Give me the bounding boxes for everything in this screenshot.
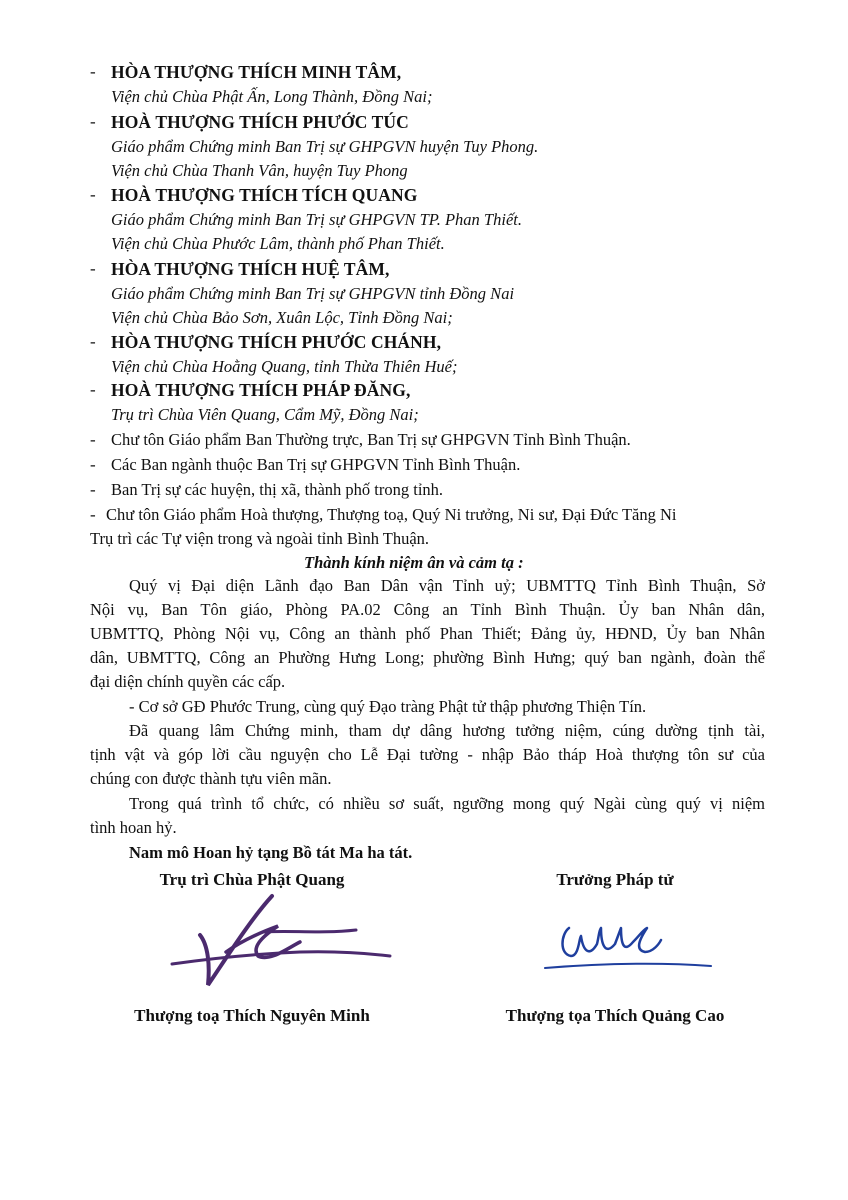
- list-dash: -: [90, 380, 96, 399]
- monk-name: HOÀ THƯỢNG THÍCH PHƯỚC TÚC: [111, 112, 409, 132]
- paragraph-line: Đã quang lâm Chứng minh, tham dự dâng hương tưởng niệm, cúng dường tịnh tài,: [129, 721, 765, 740]
- signature-left-scrawl: [160, 890, 400, 1000]
- closing-line: Nam mô Hoan hỷ tạng Bồ tát Ma ha tát.: [129, 843, 413, 862]
- paragraph-line: - Cơ sở GĐ Phước Trung, cùng quý Đạo tràng Phật tử thập phương Thiện Tín.: [129, 697, 647, 716]
- signatory-name: Thượng toạ Thích Nguyên Minh: [134, 1006, 370, 1025]
- list-dash: -: [90, 505, 96, 524]
- monk-role: Trụ trì Chùa Viên Quang, Cẩm Mỹ, Đồng Nai;: [111, 405, 419, 424]
- list-dash: -: [90, 112, 96, 131]
- monk-role: Viện chủ Chùa Phật Ấn, Long Thành, Đồng Nai;: [111, 87, 433, 106]
- list-dash: -: [90, 480, 96, 499]
- gratitude-heading: Thành kính niệm ân và cảm tạ :: [304, 553, 524, 572]
- monk-name: HOÀ THƯỢNG THÍCH TÍCH QUANG: [111, 185, 418, 205]
- monk-name: HOÀ THƯỢNG THÍCH PHÁP ĐĂNG,: [111, 380, 411, 400]
- group-item-continued: Trụ trì các Tự viện trong và ngoài tỉnh Bình Thuận.: [90, 529, 430, 548]
- paragraph-line: đại diện chính quyền các cấp.: [90, 672, 286, 691]
- paragraph-line: Quý vị Đại diện Lãnh đạo Ban Dân vận Tỉnh uỷ; UBMTTQ Tỉnh Bình Thuận, Sở: [129, 576, 765, 595]
- monk-role: Giáo phẩm Chứng minh Ban Trị sự GHPGVN TP. Phan Thiết.: [111, 210, 522, 229]
- group-item: Ban Trị sự các huyện, thị xã, thành phố trong tỉnh.: [111, 480, 444, 499]
- paragraph-line: Trong quá trình tổ chức, có nhiều sơ suất, ngưỡng mong quý Ngài cùng quý vị niệm: [129, 794, 765, 813]
- monk-role: Viện chủ Chùa Bảo Sơn, Xuân Lộc, Tỉnh Đồng Nai;: [111, 308, 453, 327]
- signatory-name: Thượng tọa Thích Quảng Cao: [505, 1006, 725, 1025]
- list-dash: -: [90, 62, 96, 81]
- paragraph-line: chúng con được thành tựu viên mãn.: [90, 769, 332, 788]
- list-dash: -: [90, 430, 96, 449]
- signature-title: Trụ trì Chùa Phật Quang: [159, 870, 345, 889]
- list-dash: -: [90, 259, 96, 278]
- paragraph-line: tình hoan hỷ.: [90, 818, 177, 837]
- monk-role: Viện chủ Chùa Thanh Vân, huyện Tuy Phong: [111, 161, 408, 180]
- list-dash: -: [90, 332, 96, 351]
- paragraph-line: dân, UBMTTQ, Công an Phường Hưng Long; phường Bình Hưng; quý ban ngành, đoàn thể: [90, 648, 765, 667]
- signature-right-scrawl: [535, 910, 715, 990]
- monk-name: HÒA THƯỢNG THÍCH PHƯỚC CHÁNH,: [111, 332, 442, 352]
- signature-title: Trưởng Pháp tử: [556, 870, 674, 889]
- group-item: Chư tôn Giáo phẩm Ban Thường trực, Ban Trị sự GHPGVN Tỉnh Bình Thuận.: [111, 430, 631, 449]
- paragraph-line: UBMTTQ, Phòng Nội vụ, Công an thành phố Phan Thiết; Đảng ủy, HĐND, Ủy ban Nhân: [90, 624, 765, 643]
- paragraph-line: Nội vụ, Ban Tôn giáo, Phòng PA.02 Công an Tỉnh Bình Thuận. Ủy ban Nhân dân,: [90, 600, 765, 619]
- group-item: Chư tôn Giáo phẩm Hoà thượng, Thượng toạ, Quý Ni trưởng, Ni sư, Đại Đức Tăng Ni: [106, 505, 677, 524]
- monk-role: Giáo phẩm Chứng minh Ban Trị sự GHPGVN huyện Tuy Phong.: [111, 137, 539, 156]
- monk-name: HÒA THƯỢNG THÍCH HUỆ TÂM,: [111, 259, 390, 279]
- list-dash: -: [90, 455, 96, 474]
- group-item: Các Ban ngành thuộc Ban Trị sự GHPGVN Tỉnh Bình Thuận.: [111, 455, 521, 474]
- monk-role: Giáo phẩm Chứng minh Ban Trị sự GHPGVN tỉnh Đồng Nai: [111, 284, 515, 303]
- monk-role: Viện chủ Chùa Phước Lâm, thành phố Phan Thiết.: [111, 234, 445, 253]
- monk-role: Viện chủ Chùa Hoằng Quang, tỉnh Thừa Thiên Huế;: [111, 357, 458, 376]
- list-dash: -: [90, 185, 96, 204]
- paragraph-line: tịnh vật và góp lời cầu nguyện cho Lễ Đại tường - nhập Bảo tháp Hoà thượng tôn sư của: [90, 745, 765, 764]
- monk-name: HÒA THƯỢNG THÍCH MINH TÂM,: [111, 62, 402, 82]
